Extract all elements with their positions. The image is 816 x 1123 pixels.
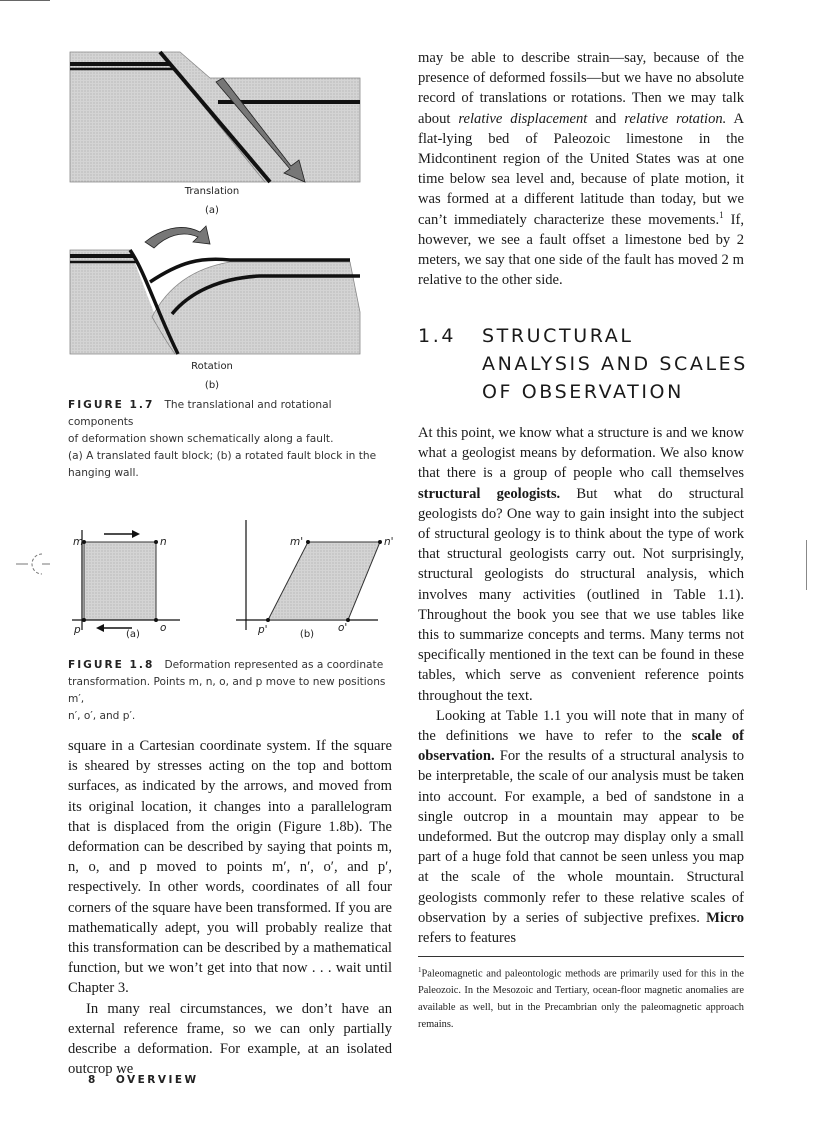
page-number: 8: [88, 1074, 98, 1086]
right-column-intro: [418, 48, 744, 290]
right-paragraph-1: may be able to describe strain—say, because of the presence of deformed fossils—but we have no absolute record of translations or rotations. Then we may talk about relative displacement and relative rotation. A flat-lying bed of Paleozoic limestone in the Midcontinent region of the United States was at one time below sea level and, because of plate motion, it was formed at a different latitude than today, but we can’t immediately characterize these movements.$^1$ If, however, we see a fault offset a limestone bed by 2 meters, we say that one side of the fault has moved 2 m relative to the other side.: [418, 50, 744, 289]
section-title: STRUCTURAL ANALYSIS AND SCALES OF OBSERVATION: [482, 325, 748, 403]
section-number: 1.4: [418, 325, 457, 347]
top-crop-line: [0, 0, 50, 1]
point-p: p: [74, 624, 81, 636]
section-heading: [418, 322, 758, 412]
point-n: n: [160, 536, 167, 548]
figure-1-8-caption-label: FIGURE 1.8: [68, 659, 155, 671]
point-p-prime: p': [258, 624, 268, 636]
figure-1-8-caption: FIGURE 1.8 Deformation represented as a coordinate transformation. Points m, n, o, and p move to new positions m′, n′, o′, and p′.: [68, 659, 386, 722]
figure-1-7a-translation-diagram: [60, 42, 370, 192]
figure-1-7a-label: (a): [205, 205, 219, 216]
figure-1-7-caption-label: FIGURE 1.7: [68, 399, 155, 411]
figure-1-7b-title: Rotation: [191, 361, 233, 372]
running-head: OVERVIEW: [115, 1074, 199, 1086]
left-paragraph-2: In many real circumstances, we don’t have an external reference frame, so we can only partially describe a deformation. For example, at an isolated outcrop we: [68, 1000, 392, 1078]
footnote: $^1$Paleomagnetic and paleontologic methods are primarily used for this in the Paleozoic. In the Mesozoic and Tertiary, ocean-floor magnetic anomalies are available as well, but in the Precambrian only the paleomagnetic approach remains.: [418, 966, 744, 1031]
registration-mark: [16, 550, 50, 578]
right-crop-line: [806, 540, 807, 590]
footnote-rule: [418, 956, 744, 957]
figure-1-7b-rotation-diagram: [60, 222, 370, 362]
left-paragraph-1: square in a Cartesian coordinate system. If the square is sheared by stresses acting on the top and bottom surfaces, as indicated by the arrows, and moved from its original location, it changes into a parallelogram that is displaced from the origin (Figure 1.8b). The deformation can be described by saying that points m, n, o, and p moved to points m′, n′, o′, and p′, respectively. In other words, coordinates of all four corners of the square have been transformed. If you are mathematically adept, you will probably realize that this transformation can be described by a mathematical function, but we won’t get into that now . . . wait until Chapter 3.: [68, 738, 392, 997]
left-column-text: [68, 736, 392, 1079]
right-column-section-text: [418, 423, 744, 948]
figure-1-8a-label: (a): [126, 629, 140, 640]
figure-1-7b-label: (b): [204, 380, 220, 391]
figure-1-7-caption: FIGURE 1.7 The translational and rotational components of deformation shown schematically along a fault. (a) A translated fault block; (b) a rotated fault block in the hanging wall.: [68, 399, 377, 479]
point-m-prime: m': [290, 536, 304, 548]
right-paragraph-3: Looking at Table 1.1 you will note that in many of the definitions we have to refer to the scale of observation. For the results of a structural analysis to be interpretable, the scale of our analysis must be taken into account. For example, a bed of sandstone in a single outcrop in a mountain may appear to be undeformed. But the outcrop may display only a small part of a huge fold that cannot be seen unless you map at the scale of the whole mountain. Structural geologists commonly refer to these relative scales of observation by a series of subjective prefixes. Micro refers to features: [418, 707, 744, 947]
right-paragraph-2: At this point, we know what a structure is and we know what a geologist means by deformation. We also know that there is a group of people who call themselves structural geologists. But what do structural geologists do? One way to gain insight into the subject of structural geology is to think about the type of work that structural geologists carry out. Not surprisingly, structural geologists do structural analysis, which involves many activities (outlined in Table 1.1). Throughout the book you see that we use tables like this to summarize concepts and terms. Many terms not specifically mentioned in the text can be found in these tables, which serve as convenient reference points throughout the text.: [418, 425, 744, 704]
point-m: m: [73, 536, 84, 548]
figure-1-7a-title: Translation: [184, 186, 240, 197]
point-n-prime: n': [384, 536, 394, 548]
point-o-prime: o': [338, 622, 348, 634]
figure-1-8b-label: (b): [299, 629, 315, 640]
page-footer: [88, 1074, 199, 1086]
point-o: o: [160, 622, 167, 634]
